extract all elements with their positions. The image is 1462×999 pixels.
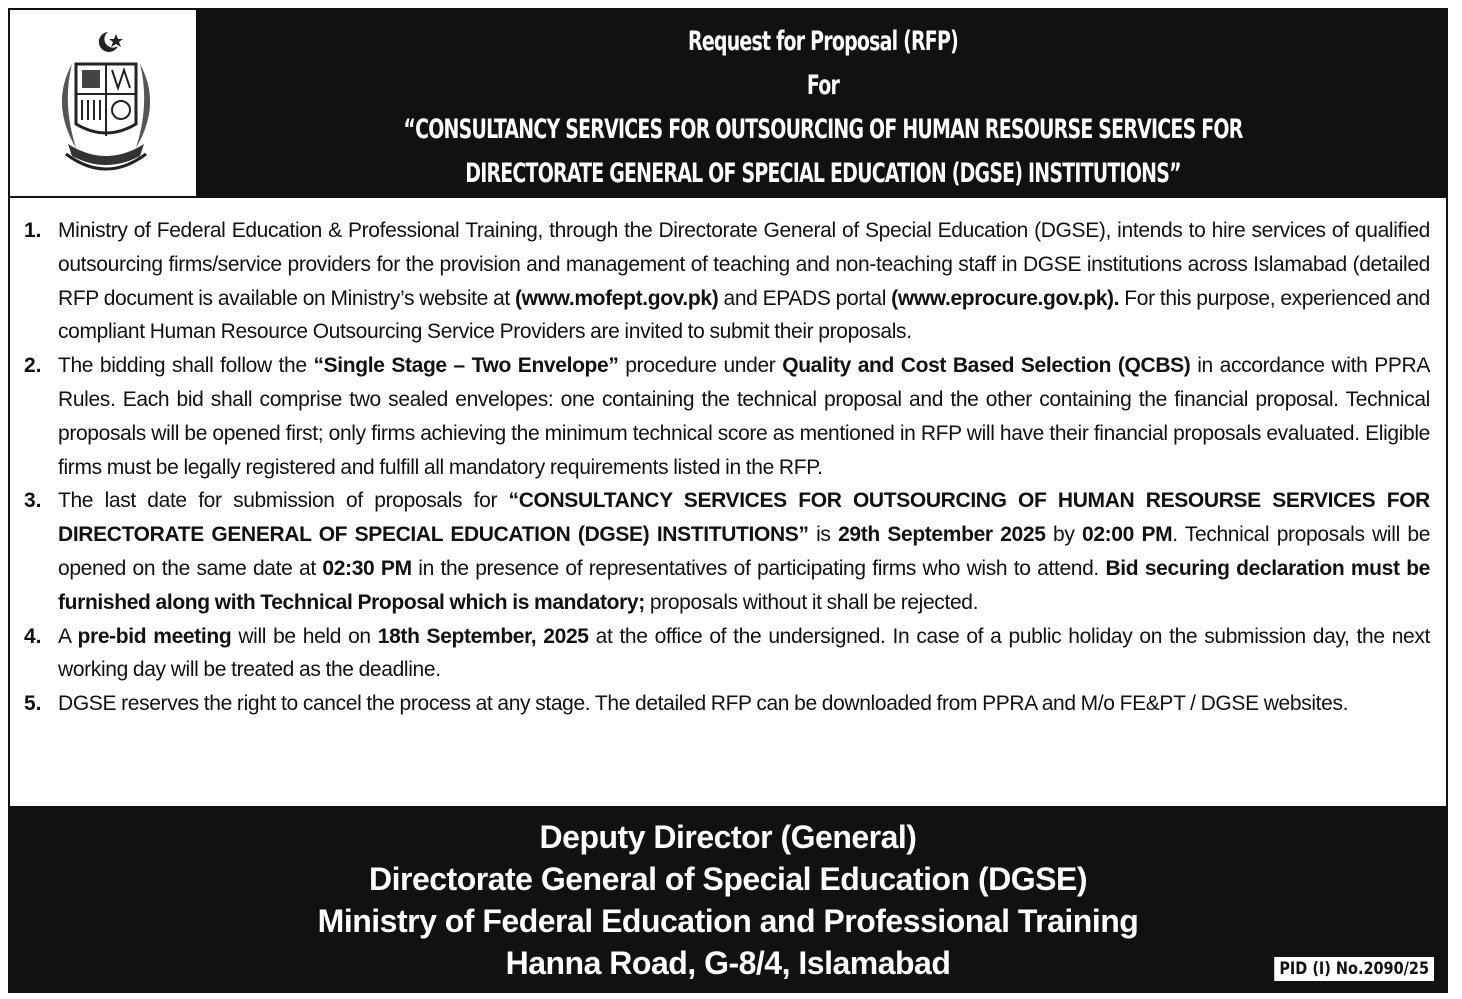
submission-time: 02:00 PM	[1082, 523, 1173, 547]
item-text: and EPADS portal	[718, 286, 892, 310]
pid-number: PID (I) No.2090/25	[1274, 957, 1434, 981]
ministry-name: Ministry of Federal Education and Professional Training	[317, 903, 1139, 939]
header-title-line-1: “CONSULTANCY SERVICES FOR OUTSOURCING OF HUMAN RESOURSE SERVICES FOR	[403, 114, 1243, 145]
selection-method: Quality and Cost Based Selection (QCBS)	[782, 354, 1191, 378]
header-for-line: For	[806, 70, 840, 101]
address: Hanna Road, G-8/4, Islamabad	[505, 945, 951, 981]
directorate-name: Directorate General of Special Education (DGSE)	[368, 861, 1087, 897]
emblem-box	[10, 10, 198, 196]
epads-portal-link: (www.eprocure.gov.pk).	[891, 286, 1120, 310]
bid-securing-note: Bid securing declaration must be furnished along with Technical Proposal which is mandatory;	[58, 556, 1431, 614]
notice-item-3	[24, 484, 1430, 619]
footer-banner	[10, 806, 1446, 991]
notice-item-1	[24, 214, 1430, 349]
item-text: A	[58, 624, 78, 648]
item-text: procedure under	[618, 354, 783, 378]
item-number: 5.	[24, 692, 42, 716]
header-rfp-line: Request for Proposal (RFP)	[688, 26, 958, 57]
consultancy-title: “CONSULTANCY SERVICES FOR OUTSOURCING OF HUMAN RESOURSE SERVICES FOR DIRECTORATE GENERAL OF SPECIAL EDUCATION (DGSE) INSTITUTIONS”	[58, 489, 1430, 547]
notice-item-2	[24, 349, 1430, 484]
header-title-line-2: DIRECTORATE GENERAL OF SPECIAL EDUCATION (DGSE) INSTITUTIONS”	[465, 158, 1181, 189]
item-text: in accordance with PPRA Rules. Each bid shall comprise two sealed envelopes: one containing the technical proposal and the other containing the financial proposal. Technical proposals will be opened first; only firms achieving the minimum technical score as mentioned in RFP will have their financial proposals evaluated. Eligible firms must be legally registered and fulfill all mandatory requirements listed in the RFP.	[58, 354, 1430, 479]
notice-item-5	[24, 687, 1430, 721]
ministry-website-link: (www.mofept.gov.pk)	[515, 286, 719, 310]
item-text: Ministry of Federal Education & Professional Training, through the Directorate General of Special Education (DGSE), intends to hire services of qualified outsourcing firms/service providers for the provision and management of teaching and non-teaching staff in DGSE institutions across Islamabad (detailed RFP document is available on Ministry’s website at	[58, 219, 1430, 310]
pre-bid-label: pre-bid meeting	[77, 624, 232, 648]
item-text: proposals without it shall be rejected.	[644, 590, 979, 614]
advertisement-frame	[8, 8, 1448, 993]
item-text: . Technical proposals will be opened on the same date at	[58, 523, 1431, 580]
item-text: will be held on	[231, 624, 378, 648]
pre-bid-date: 18th September, 2025	[377, 624, 589, 648]
item-text: For this purpose, experienced and compliant Human Resource Outsourcing Service Providers are invited to submit their proposals.	[58, 286, 1430, 344]
item-text: at the office of the undersigned. In case of a public holiday on the submission day, the next working day will be treated as the deadline.	[58, 624, 1430, 682]
item-text: The last date for submission of proposals for	[58, 489, 509, 513]
item-number: 3.	[24, 489, 42, 513]
header-title-block	[200, 20, 1446, 196]
signatory-title: Deputy Director (General)	[539, 819, 917, 855]
item-text: by	[1045, 523, 1082, 547]
item-number: 4.	[24, 624, 42, 648]
item-text: in the presence of representatives of participating firms who wish to attend.	[411, 556, 1106, 580]
item-text: DGSE reserves the right to cancel the process at any stage. The detailed RFP can be downloaded from PPRA and M/o FE&PT / DGSE websites.	[58, 692, 1349, 716]
item-number: 1.	[24, 219, 42, 242]
procedure-name: “Single Stage – Two Envelope”	[313, 354, 619, 378]
header-banner	[10, 10, 1446, 198]
state-emblem-icon	[46, 24, 166, 184]
opening-time: 02:30 PM	[322, 556, 412, 580]
item-text: is	[808, 523, 839, 547]
submission-date: 29th September 2025	[838, 523, 1046, 547]
notice-item-4	[24, 620, 1430, 688]
item-number: 2.	[24, 354, 42, 378]
notice-body	[24, 214, 1430, 721]
item-text: The bidding shall follow the	[58, 354, 314, 378]
